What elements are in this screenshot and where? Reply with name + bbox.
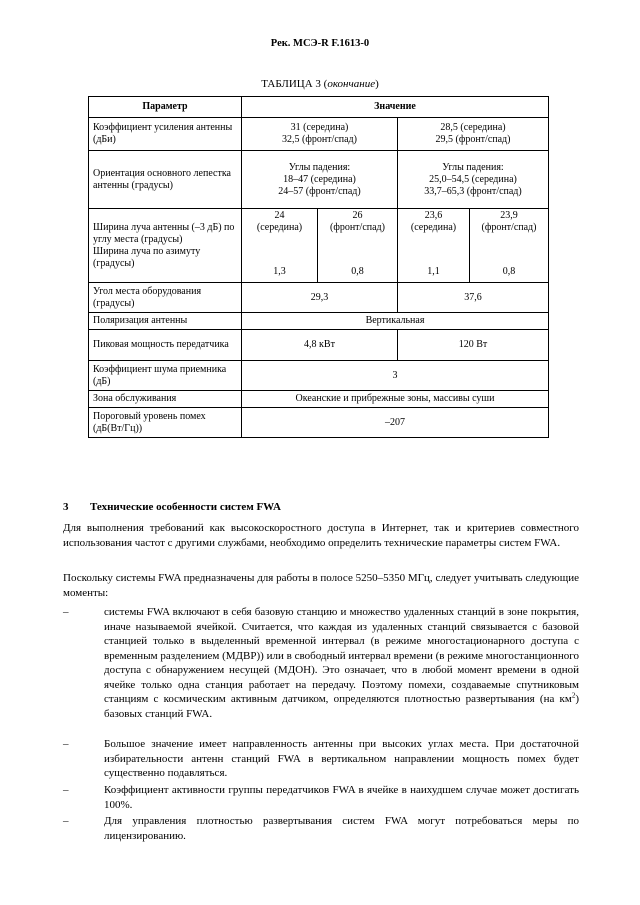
param-cell: Коэффициент усиления антенны (дБи) [89,118,242,151]
value-cell: 28,5 (середина) 29,5 (фронт/спад) [398,118,549,151]
list-item: – системы FWA включают в себя базовую станцию и множество удаленных станций в зоне покрытия, иначе называемой ячейкой. Считается, что каждая из удаленных станций связывается с базовой станцией только в выделенный временной интервал (в режиме многостационарного доступа с временным разделением (МДВР)) или в свободный интервал времени (в режиме многостанционного доступа с обнаружением несущей (МДОН). Это означает, что в любой момент времени в одной ячейке только одна станция работает на передачу. Поэтому помехи, создаваемые спутниковым станциям с космическим активным датчиком, определяются плотностью развертывания (на $км^2$) базовых станций FWA. [63,606,579,720]
value-cell: 26 (фронт/спад) 0,8 [318,209,398,283]
beam-elev-label: Ширина луча антенны (–3 дБ) по углу места (градусы) [93,222,235,245]
value-cell: 37,6 [398,283,549,313]
table-row [89,330,549,361]
value-cell: Вертикальная [242,313,549,330]
value-cell: 24 (середина) 1,3 [242,209,318,283]
table-row [89,209,549,283]
section-number: 3 [63,501,69,513]
table-row [89,391,549,408]
section-title: Технические особенности систем FWA [90,501,281,513]
param-cell: Ориентация основного лепестка антенны (градусы) [89,151,242,209]
value-cell: 120 Вт [398,330,549,361]
value-cell: 29,3 [242,283,398,313]
caption-end: ) [375,78,379,90]
value-cell: 31 (середина) 32,5 (фронт/спад) [242,118,398,151]
caption-italic: окончание [327,78,376,90]
section-heading [63,501,281,513]
value-cell: 23,9 (фронт/спад) 0,8 [470,209,549,283]
param-cell: Поляризация антенны [89,313,242,330]
paragraph: Для выполнения требований как высокоскоростного доступа в Интернет, так и критериев совместного использования частот с другими службами, необходимо определить технические параметры систем FWA. [63,522,579,549]
list-item: – Для управления плотностью развертывания систем FWA могут потребоваться меры по лицензированию. [63,815,579,842]
param-cell: Коэффициент шума приемника (дБ) [89,361,242,391]
table-row [89,283,549,313]
paragraph: Поскольку системы FWA предназначены для работы в полосе 5250–5350 МГц, следует учитывать следующие моменты: [63,572,579,599]
value-cell: –207 [242,408,549,438]
param-cell: Пороговый уровень помех (дБ(Вт/Гц)) [89,408,242,438]
value-cell: Углы падения: 25,0–54,5 (середина) 33,7–65,3 (фронт/спад) [398,151,549,209]
param-cell: Пиковая мощность передатчика [89,330,242,361]
table-caption [0,78,640,90]
value-cell: Океанские и прибрежные зоны, массивы суши [242,391,549,408]
table-row [89,408,549,438]
table-row [89,361,549,391]
table-row [89,118,549,151]
table-row [89,151,549,209]
param-cell: Угол места оборудования (градусы) [89,283,242,313]
list-item: – Большое значение имеет направленность антенны при высоких углах места. При достаточной избирательности антенн станций FWA в вертикальном направлении мощность помех будет существенно подавляться. [63,738,579,779]
value-cell: 4,8 кВт [242,330,398,361]
value-cell: 3 [242,361,549,391]
page-header: Рек. МСЭ-R F.1613-0 [270,38,370,49]
param-cell [89,209,242,283]
value-cell: Углы падения: 18–47 (середина) 24–57 (фронт/спад) [242,151,398,209]
table-row [89,313,549,330]
param-cell: Зона обслуживания [89,391,242,408]
header-value: Значение [242,97,549,118]
parameters-table [88,96,549,438]
beam-azimuth-label: Ширина луча по азимуту (градусы) [93,246,201,269]
list-item: – Коэффициент активности группы передатчиков FWA в ячейке в наихудшем случае может достигать 100%. [63,784,579,811]
caption-main: ТАБЛИЦА 3 ( [261,78,328,90]
table-header-row [89,97,549,118]
header-param: Параметр [89,97,242,118]
value-cell: 23,6 (середина) 1,1 [398,209,470,283]
